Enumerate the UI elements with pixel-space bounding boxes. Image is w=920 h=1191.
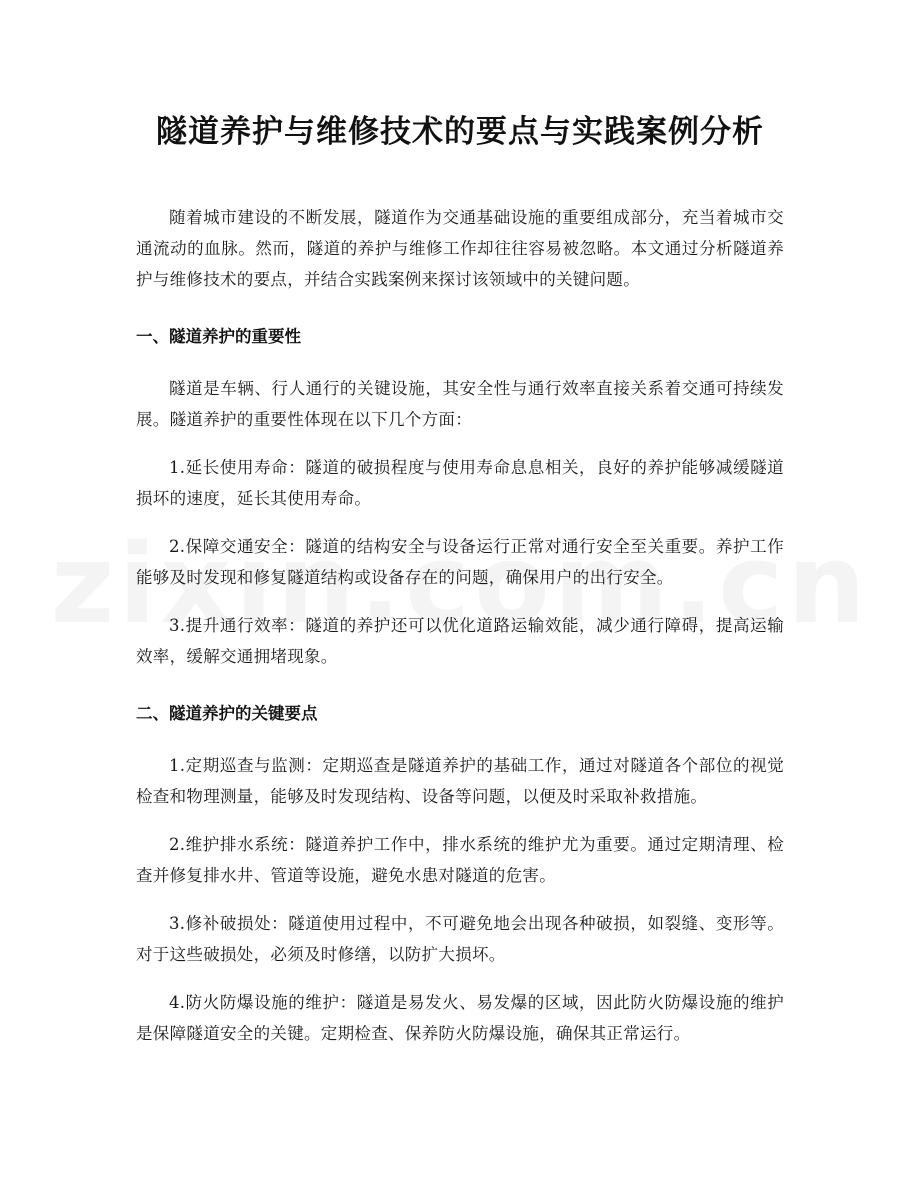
list-item: 1.定期巡查与监测：定期巡查是隧道养护的基础工作，通过对隧道各个部位的视觉检查和物理测量，能够及时发现结构、设备等问题，以便及时采取补救措施。	[136, 756, 784, 806]
list-item: 2.保障交通安全：隧道的结构安全与设备运行正常对通行安全至关重要。养护工作能够及时发现和修复隧道结构或设备存在的问题，确保用户的出行安全。	[136, 537, 784, 587]
document-title: 隧道养护与维修技术的要点与实践案例分析	[156, 114, 764, 150]
intro-paragraph: 随着城市建设的不断发展，隧道作为交通基础设施的重要组成部分，充当着城市交通流动的血脉。然而，隧道的养护与维修工作却往往容易被忽略。本文通过分析隧道养护与维修技术的要点，并结合实践案例来探讨该领域中的关键问题。	[136, 208, 784, 289]
list-item: 2.维护排水系统：隧道养护工作中，排水系统的维护尤为重要。通过定期清理、检查并修复排水井、管道等设施，避免水患对隧道的危害。	[136, 835, 784, 885]
list-item: 3.提升通行效率：隧道的养护还可以优化道路运输效能，减少通行障碍，提高运输效率，缓解交通拥堵现象。	[136, 616, 784, 666]
list-item: 1.延长使用寿命：隧道的破损程度与使用寿命息息相关，良好的养护能够减缓隧道损坏的速度，延长其使用寿命。	[136, 458, 784, 508]
section-heading-key-points: 二、隧道养护的关键要点	[136, 704, 318, 723]
section-importance-intro: 隧道是车辆、行人通行的关键设施，其安全性与通行效率直接关系着交通可持续发展。隧道养护的重要性体现在以下几个方面：	[136, 379, 784, 429]
list-item: 3.修补破损处：隧道使用过程中，不可避免地会出现各种破损，如裂缝、变形等。对于这些破损处，必须及时修缮，以防扩大损坏。	[136, 914, 784, 964]
section-heading-importance: 一、隧道养护的重要性	[136, 327, 301, 346]
list-item: 4.防火防爆设施的维护：隧道是易发火、易发爆的区域，因此防火防爆设施的维护是保障隧道安全的关键。定期检查、保养防火防爆设施，确保其正常运行。	[136, 993, 784, 1043]
